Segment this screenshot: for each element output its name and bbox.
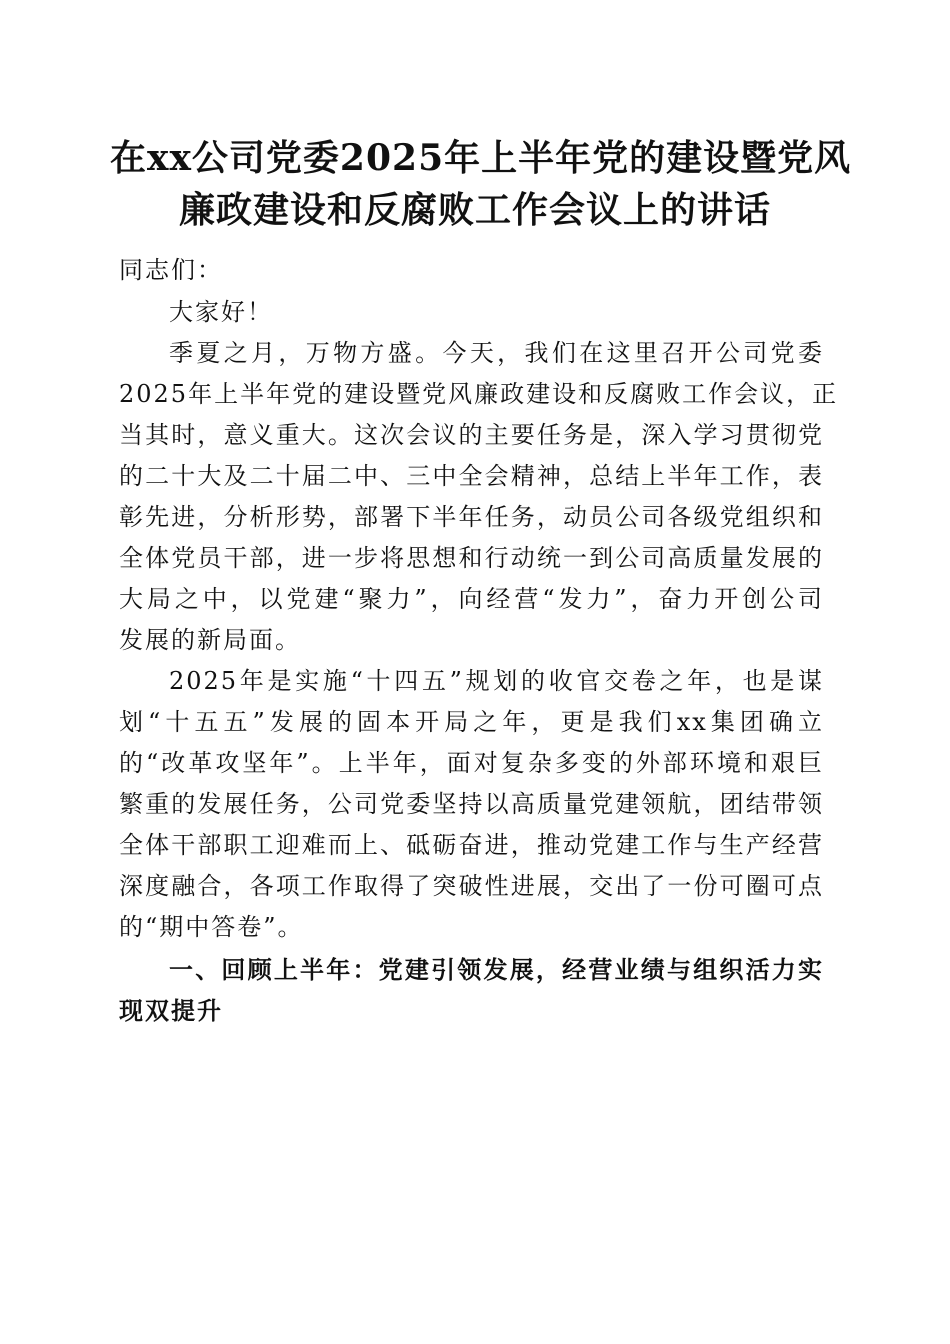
section-heading	[119, 950, 824, 1032]
paragraph-line: 2025年是实施“十四五”规划的收官交卷之年，也是谋	[169, 667, 824, 695]
paragraph-line: 全体党员干部，进一步将思想和行动统一到公司高质量发展的	[119, 544, 824, 572]
document-title	[110, 132, 852, 236]
heading-line: 现双提升	[119, 997, 223, 1025]
paragraph-line: 深度融合，各项工作取得了突破性进展，交出了一份可圈可点	[119, 872, 824, 900]
paragraph-line: 2025年上半年党的建设暨党风廉政建设和反腐败工作会议，正	[119, 380, 839, 408]
paragraph-line: 季夏之月，万物方盛。今天，我们在这里召开公司党委	[169, 339, 824, 367]
paragraph-line: 繁重的发展任务，公司党委坚持以高质量党建领航，团结带领	[119, 790, 824, 818]
title-line-1: 在xx公司党委2025年上半年党的建设暨党风	[110, 137, 852, 179]
paragraph-line: 划“十五五”发展的固本开局之年，更是我们xx集团确立	[119, 708, 824, 736]
paragraph-review	[119, 661, 824, 948]
paragraph-line: 全体干部职工迎难而上、砥砺奋进，推动党建工作与生产经营	[119, 831, 824, 859]
paragraph-line: 发展的新局面。	[119, 626, 301, 654]
salutation: 同志们：	[119, 256, 223, 284]
document-body	[119, 250, 839, 1032]
paragraph-line: 的“改革攻坚年”。上半年，面对复杂多变的外部环境和艰巨	[119, 749, 824, 777]
title-line-2: 廉政建设和反腐败工作会议上的讲话	[178, 189, 771, 231]
paragraph-line: 的二十大及二十届二中、三中全会精神，总结上半年工作，表	[119, 462, 824, 490]
paragraph-line: 的“期中答卷”。	[119, 913, 304, 941]
paragraph-line: 彰先进，分析形势，部署下半年任务，动员公司各级党组织和	[119, 503, 824, 531]
paragraph-line: 当其时，意义重大。这次会议的主要任务是，深入学习贯彻党	[119, 421, 824, 449]
greeting: 大家好！	[169, 298, 273, 326]
paragraph-line: 大局之中，以党建“聚力”，向经营“发力”，奋力开创公司	[119, 585, 824, 613]
paragraph-opening	[119, 333, 839, 661]
heading-line: 一、回顾上半年：党建引领发展，经营业绩与组织活力实	[169, 956, 824, 984]
